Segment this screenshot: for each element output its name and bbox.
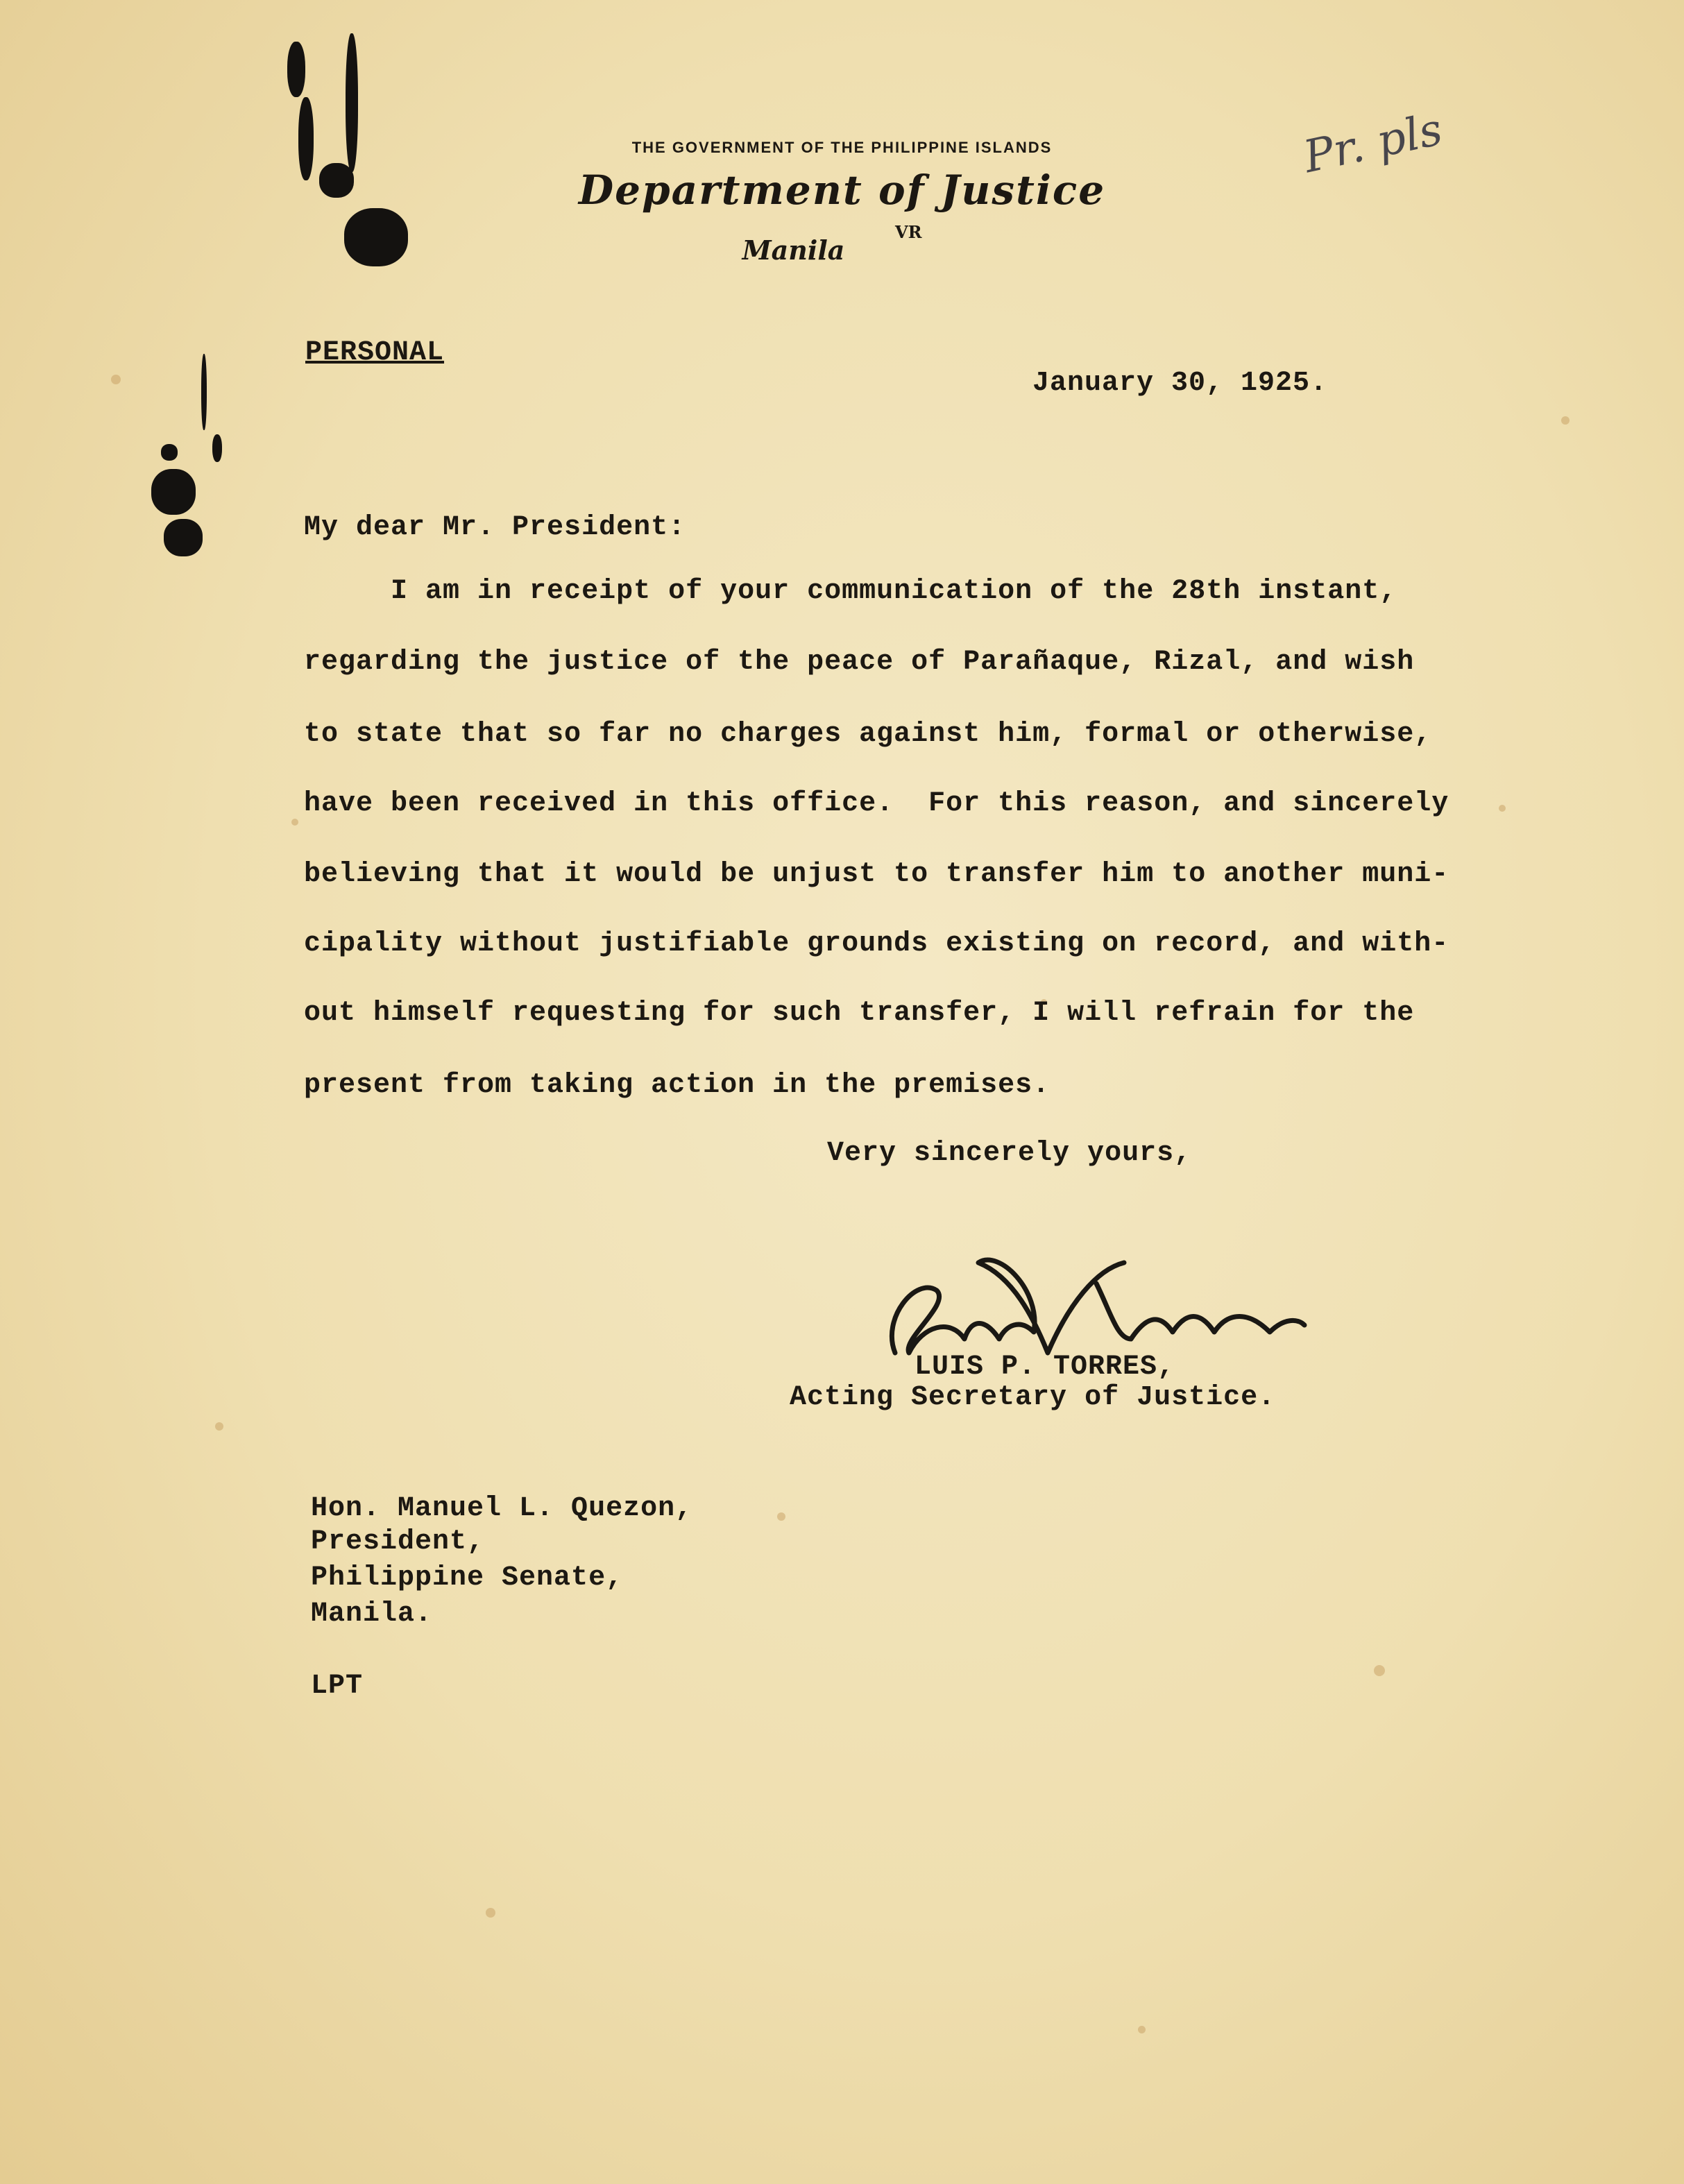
ink-blot xyxy=(151,469,196,515)
salutation: My dear Mr. President: xyxy=(304,512,686,543)
body-line: have been received in this office. For this reason, and sincerely xyxy=(304,788,1449,819)
stain xyxy=(777,1512,785,1521)
addressee-line: Manila. xyxy=(311,1598,433,1630)
letterhead-department: Department of Justice xyxy=(578,167,1106,214)
personal-marking: PERSONAL xyxy=(305,337,445,368)
letterhead-city: Manila xyxy=(742,234,845,266)
signature-stroke xyxy=(892,1260,1304,1353)
ink-blot xyxy=(287,42,305,97)
letter-date: January 30, 1925. xyxy=(1032,368,1328,399)
signer-title: Acting Secretary of Justice. xyxy=(790,1382,1276,1413)
typist-initials: LPT xyxy=(311,1671,364,1702)
stain xyxy=(1561,416,1570,425)
addressee-line: Philippine Senate, xyxy=(311,1562,624,1594)
body-line: out himself requesting for such transfer, I will refrain for the xyxy=(304,998,1415,1029)
ink-blot xyxy=(161,444,178,461)
body-line: I am in receipt of your communication of the 28th instant, xyxy=(304,576,1397,607)
ink-blot xyxy=(212,434,222,462)
body-line: to state that so far no charges against him, formal or otherwise, xyxy=(304,719,1432,750)
closing: Very sincerely yours, xyxy=(827,1138,1192,1169)
stain xyxy=(291,819,298,826)
addressee-line: President, xyxy=(311,1526,485,1558)
body-line: cipality without justifiable grounds existing on record, and with- xyxy=(304,928,1449,959)
letterhead-government: THE GOVERNMENT OF THE PHILIPPINE ISLANDS xyxy=(631,139,1053,156)
letterhead-city-mark: VR xyxy=(895,222,922,242)
signer-name: LUIS P. TORRES, xyxy=(915,1351,1175,1383)
stain xyxy=(215,1422,223,1431)
stain xyxy=(1374,1665,1385,1676)
ink-blot xyxy=(201,354,207,430)
stain xyxy=(486,1908,495,1918)
stain xyxy=(111,375,121,384)
stain xyxy=(1499,805,1506,812)
handwritten-note: Pr. pls xyxy=(1299,103,1447,184)
body-line: regarding the justice of the peace of Parañaque, Rizal, and wish xyxy=(304,647,1415,678)
body-line: believing that it would be unjust to transfer him to another muni- xyxy=(304,859,1449,890)
stain xyxy=(1138,2026,1146,2033)
body-line: present from taking action in the premises. xyxy=(304,1070,1051,1101)
addressee-line: Hon. Manuel L. Quezon, xyxy=(311,1493,693,1524)
ink-blot xyxy=(164,519,203,556)
